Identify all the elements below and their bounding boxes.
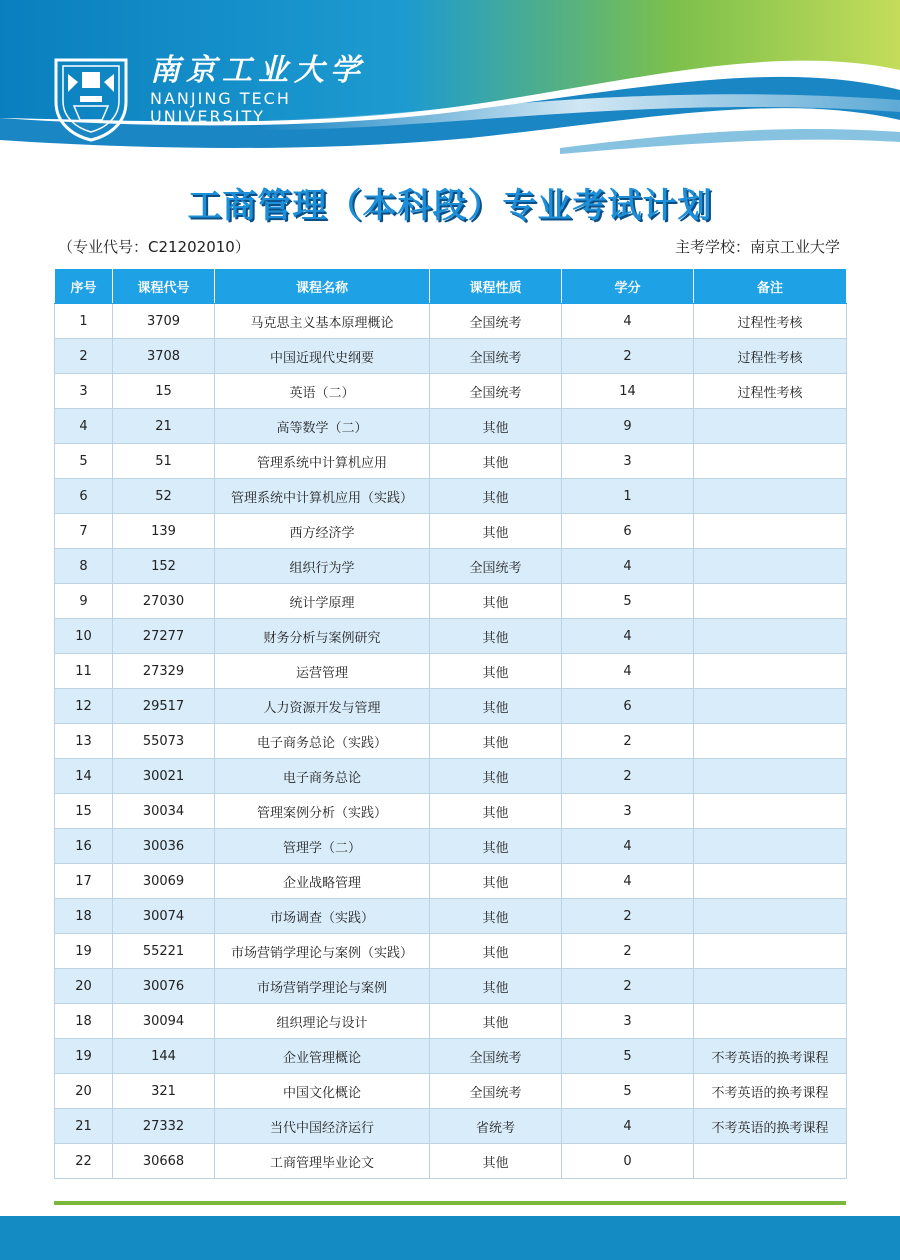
table-row xyxy=(55,514,847,549)
cell-course-code: 55221 xyxy=(113,934,215,969)
table-row xyxy=(55,619,847,654)
header-course-code: 课程代号 xyxy=(113,269,215,304)
cell-seq: 4 xyxy=(55,409,113,444)
cell-course-type: 其他 xyxy=(430,969,562,1004)
cell-remarks xyxy=(694,794,847,829)
cell-remarks xyxy=(694,724,847,759)
table-row xyxy=(55,654,847,689)
cell-course-name: 西方经济学 xyxy=(215,514,430,549)
cell-seq: 11 xyxy=(55,654,113,689)
table-row xyxy=(55,444,847,479)
header-course-type: 课程性质 xyxy=(430,269,562,304)
header-banner xyxy=(0,0,900,160)
table-row xyxy=(55,1109,847,1144)
table-row xyxy=(55,584,847,619)
table-row xyxy=(55,374,847,409)
cell-course-code: 30668 xyxy=(113,1144,215,1179)
brand-english-line2: UNIVERSITY xyxy=(150,107,265,126)
cell-course-code: 30076 xyxy=(113,969,215,1004)
cell-course-code: 27030 xyxy=(113,584,215,619)
cell-course-name: 管理系统中计算机应用 xyxy=(215,444,430,479)
cell-course-type: 其他 xyxy=(430,619,562,654)
cell-remarks xyxy=(694,969,847,1004)
host-school: 主考学校：南京工业大学 xyxy=(674,238,840,256)
cell-course-type: 其他 xyxy=(430,584,562,619)
cell-remarks xyxy=(694,759,847,794)
table-row xyxy=(55,1039,847,1074)
cell-course-code: 30094 xyxy=(113,1004,215,1039)
table-row xyxy=(55,899,847,934)
brand-chinese-name: 南京工业大学 xyxy=(150,53,366,88)
cell-course-type: 其他 xyxy=(430,654,562,689)
table-row xyxy=(55,1144,847,1179)
cell-credits: 3 xyxy=(562,1004,694,1039)
cell-credits: 6 xyxy=(562,514,694,549)
cell-course-code: 321 xyxy=(113,1074,215,1109)
table-row xyxy=(55,724,847,759)
table-row xyxy=(55,479,847,514)
cell-credits: 2 xyxy=(562,899,694,934)
cell-remarks xyxy=(694,584,847,619)
cell-course-code: 144 xyxy=(113,1039,215,1074)
cell-seq: 21 xyxy=(55,1109,113,1144)
cell-remarks xyxy=(694,934,847,969)
cell-course-name: 中国文化概论 xyxy=(215,1074,430,1109)
cell-seq: 18 xyxy=(55,899,113,934)
cell-credits: 2 xyxy=(562,934,694,969)
cell-course-name: 管理系统中计算机应用（实践） xyxy=(215,479,430,514)
cell-course-type: 全国统考 xyxy=(430,1074,562,1109)
cell-course-type: 全国统考 xyxy=(430,339,562,374)
cell-course-type: 其他 xyxy=(430,829,562,864)
cell-remarks xyxy=(694,1144,847,1179)
cell-course-name: 当代中国经济运行 xyxy=(215,1109,430,1144)
cell-seq: 6 xyxy=(55,479,113,514)
cell-course-type: 其他 xyxy=(430,864,562,899)
cell-remarks xyxy=(694,689,847,724)
cell-course-type: 全国统考 xyxy=(430,1039,562,1074)
table-body xyxy=(55,304,847,1179)
cell-seq: 8 xyxy=(55,549,113,584)
brand-block xyxy=(150,52,366,126)
cell-remarks: 不考英语的换考课程 xyxy=(694,1109,847,1144)
cell-seq: 20 xyxy=(55,1074,113,1109)
cell-course-code: 3709 xyxy=(113,304,215,339)
cell-course-type: 其他 xyxy=(430,1144,562,1179)
cell-seq: 13 xyxy=(55,724,113,759)
cell-credits: 9 xyxy=(562,409,694,444)
cell-course-name: 管理案例分析（实践） xyxy=(215,794,430,829)
header-seq: 序号 xyxy=(55,269,113,304)
university-seal-icon xyxy=(52,56,130,142)
cell-seq: 2 xyxy=(55,339,113,374)
cell-remarks: 过程性考核 xyxy=(694,339,847,374)
cell-remarks: 不考英语的换考课程 xyxy=(694,1039,847,1074)
cell-course-name: 企业管理概论 xyxy=(215,1039,430,1074)
table-row xyxy=(55,794,847,829)
cell-remarks xyxy=(694,899,847,934)
table-row xyxy=(55,1004,847,1039)
cell-course-name: 电子商务总论 xyxy=(215,759,430,794)
cell-course-type: 其他 xyxy=(430,444,562,479)
cell-course-code: 27277 xyxy=(113,619,215,654)
cell-course-type: 其他 xyxy=(430,409,562,444)
cell-course-type: 全国统考 xyxy=(430,549,562,584)
cell-remarks xyxy=(694,654,847,689)
cell-seq: 3 xyxy=(55,374,113,409)
cell-credits: 4 xyxy=(562,1109,694,1144)
cell-credits: 5 xyxy=(562,1074,694,1109)
cell-remarks xyxy=(694,619,847,654)
cell-course-code: 15 xyxy=(113,374,215,409)
table-row xyxy=(55,759,847,794)
cell-credits: 5 xyxy=(562,1039,694,1074)
cell-course-name: 组织行为学 xyxy=(215,549,430,584)
cell-course-name: 工商管理毕业论文 xyxy=(215,1144,430,1179)
cell-course-type: 其他 xyxy=(430,934,562,969)
cell-course-name: 组织理论与设计 xyxy=(215,1004,430,1039)
cell-course-type: 其他 xyxy=(430,479,562,514)
cell-remarks xyxy=(694,444,847,479)
cell-remarks xyxy=(694,514,847,549)
cell-remarks xyxy=(694,1004,847,1039)
table-row xyxy=(55,934,847,969)
cell-credits: 2 xyxy=(562,969,694,1004)
cell-seq: 19 xyxy=(55,1039,113,1074)
cell-course-name: 市场调查（实践） xyxy=(215,899,430,934)
cell-course-type: 全国统考 xyxy=(430,304,562,339)
major-code: （专业代号：C21202010） xyxy=(58,238,250,256)
table-row xyxy=(55,409,847,444)
cell-course-code: 29517 xyxy=(113,689,215,724)
cell-course-code: 3708 xyxy=(113,339,215,374)
header-credits: 学分 xyxy=(562,269,694,304)
cell-seq: 16 xyxy=(55,829,113,864)
header-wave-graphic xyxy=(0,0,900,160)
cell-credits: 4 xyxy=(562,654,694,689)
cell-remarks: 过程性考核 xyxy=(694,304,847,339)
cell-course-name: 统计学原理 xyxy=(215,584,430,619)
cell-seq: 5 xyxy=(55,444,113,479)
cell-course-code: 51 xyxy=(113,444,215,479)
cell-seq: 9 xyxy=(55,584,113,619)
cell-remarks xyxy=(694,864,847,899)
table-row xyxy=(55,689,847,724)
cell-course-name: 运营管理 xyxy=(215,654,430,689)
footer-divider xyxy=(54,1201,846,1205)
cell-credits: 2 xyxy=(562,339,694,374)
cell-credits: 4 xyxy=(562,829,694,864)
cell-course-code: 21 xyxy=(113,409,215,444)
cell-course-code: 30021 xyxy=(113,759,215,794)
cell-credits: 4 xyxy=(562,619,694,654)
cell-credits: 6 xyxy=(562,689,694,724)
cell-course-type: 其他 xyxy=(430,514,562,549)
cell-course-name: 人力资源开发与管理 xyxy=(215,689,430,724)
cell-seq: 19 xyxy=(55,934,113,969)
cell-course-type: 全国统考 xyxy=(430,374,562,409)
cell-course-type: 其他 xyxy=(430,899,562,934)
table-row xyxy=(55,829,847,864)
cell-remarks xyxy=(694,479,847,514)
cell-seq: 17 xyxy=(55,864,113,899)
cell-course-name: 电子商务总论（实践） xyxy=(215,724,430,759)
cell-course-type: 其他 xyxy=(430,1004,562,1039)
cell-seq: 7 xyxy=(55,514,113,549)
cell-seq: 10 xyxy=(55,619,113,654)
cell-course-code: 52 xyxy=(113,479,215,514)
cell-credits: 4 xyxy=(562,864,694,899)
cell-course-name: 高等数学（二） xyxy=(215,409,430,444)
brand-english-line1: NANJING TECH xyxy=(150,89,291,108)
header-course-name: 课程名称 xyxy=(215,269,430,304)
cell-credits: 3 xyxy=(562,444,694,479)
footer-bar xyxy=(0,1216,900,1260)
cell-course-type: 其他 xyxy=(430,759,562,794)
cell-seq: 20 xyxy=(55,969,113,1004)
cell-course-name: 管理学（二） xyxy=(215,829,430,864)
cell-credits: 0 xyxy=(562,1144,694,1179)
cell-course-type: 其他 xyxy=(430,794,562,829)
table-row xyxy=(55,969,847,1004)
cell-remarks: 不考英语的换考课程 xyxy=(694,1074,847,1109)
page-title: 工商管理（本科段）专业考试计划 xyxy=(187,186,713,226)
table-row xyxy=(55,339,847,374)
cell-seq: 14 xyxy=(55,759,113,794)
table-row xyxy=(55,1074,847,1109)
cell-seq: 15 xyxy=(55,794,113,829)
cell-course-name: 英语（二） xyxy=(215,374,430,409)
cell-course-name: 财务分析与案例研究 xyxy=(215,619,430,654)
cell-credits: 4 xyxy=(562,549,694,584)
cell-seq: 12 xyxy=(55,689,113,724)
cell-course-code: 152 xyxy=(113,549,215,584)
header-remarks: 备注 xyxy=(694,269,847,304)
cell-course-name: 市场营销学理论与案例（实践） xyxy=(215,934,430,969)
cell-course-name: 马克思主义基本原理概论 xyxy=(215,304,430,339)
table-row xyxy=(55,304,847,339)
cell-course-code: 30069 xyxy=(113,864,215,899)
cell-course-type: 其他 xyxy=(430,724,562,759)
cell-course-code: 139 xyxy=(113,514,215,549)
cell-course-code: 55073 xyxy=(113,724,215,759)
cell-course-code: 27329 xyxy=(113,654,215,689)
cell-credits: 2 xyxy=(562,759,694,794)
cell-credits: 3 xyxy=(562,794,694,829)
cell-credits: 4 xyxy=(562,304,694,339)
table-row xyxy=(55,549,847,584)
cell-course-code: 30074 xyxy=(113,899,215,934)
cell-seq: 1 xyxy=(55,304,113,339)
cell-remarks xyxy=(694,829,847,864)
table-row xyxy=(55,864,847,899)
cell-course-code: 27332 xyxy=(113,1109,215,1144)
cell-course-type: 省统考 xyxy=(430,1109,562,1144)
table-header-row xyxy=(55,269,847,304)
cell-course-name: 市场营销学理论与案例 xyxy=(215,969,430,1004)
cell-course-name: 企业战略管理 xyxy=(215,864,430,899)
cell-credits: 1 xyxy=(562,479,694,514)
cell-credits: 5 xyxy=(562,584,694,619)
cell-seq: 18 xyxy=(55,1004,113,1039)
cell-course-name: 中国近现代史纲要 xyxy=(215,339,430,374)
cell-remarks: 过程性考核 xyxy=(694,374,847,409)
cell-course-code: 30034 xyxy=(113,794,215,829)
cell-credits: 14 xyxy=(562,374,694,409)
exam-plan-table xyxy=(54,268,847,1179)
cell-credits: 2 xyxy=(562,724,694,759)
cell-course-code: 30036 xyxy=(113,829,215,864)
cell-remarks xyxy=(694,409,847,444)
cell-remarks xyxy=(694,549,847,584)
cell-seq: 22 xyxy=(55,1144,113,1179)
cell-course-type: 其他 xyxy=(430,689,562,724)
